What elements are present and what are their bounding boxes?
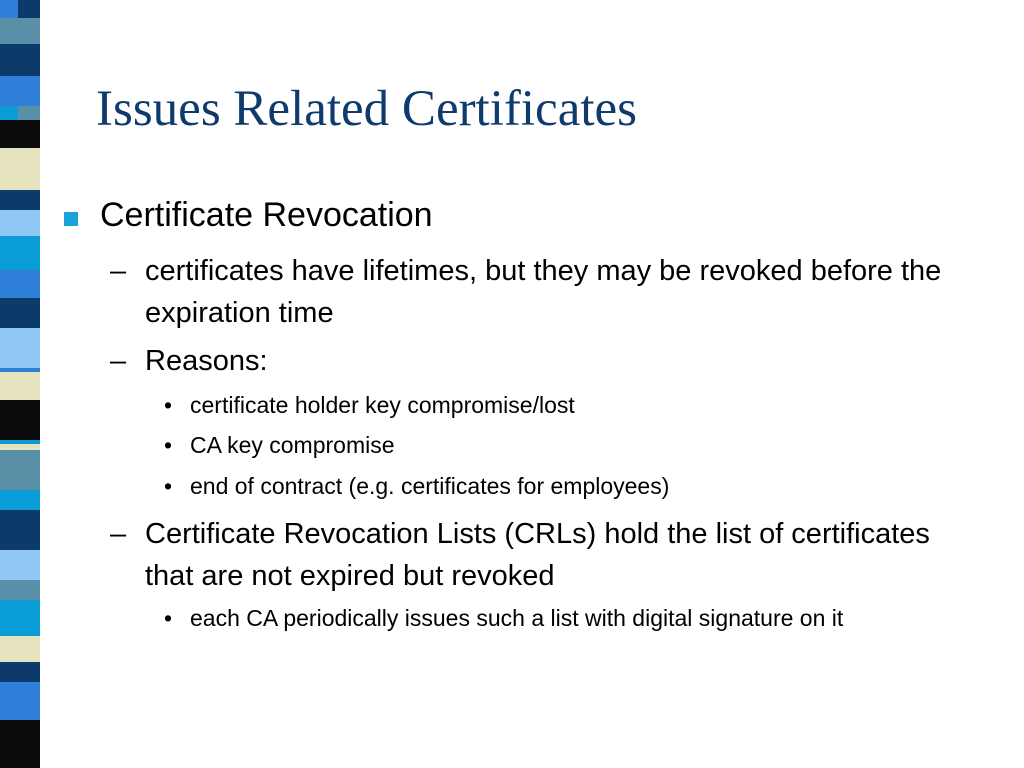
dash-bullet-icon: – bbox=[110, 345, 127, 377]
reason-text: CA key compromise bbox=[190, 432, 395, 458]
sub-bullet-text: certificates have lifetimes, but they may be revoked before the expiration time bbox=[145, 255, 942, 329]
bullet-text: Certificate Revocation bbox=[100, 196, 433, 234]
dot-bullet-icon: • bbox=[164, 473, 173, 499]
dash-bullet-icon: – bbox=[110, 518, 127, 550]
dot-bullet-icon: • bbox=[164, 392, 173, 418]
dot-bullet-icon: • bbox=[164, 432, 173, 458]
dot-bullet-icon: • bbox=[164, 605, 173, 631]
sub-bullet-text: Reasons: bbox=[145, 345, 268, 377]
sub-bullet-text: Certificate Revocation Lists (CRLs) hold the list of certificates that are not expired but revoked bbox=[145, 518, 930, 592]
reason-text: certificate holder key compromise/lost bbox=[190, 392, 575, 418]
reason-text: end of contract (e.g. certificates for employees) bbox=[190, 473, 670, 499]
dash-bullet-icon: – bbox=[110, 255, 127, 287]
square-bullet-icon bbox=[64, 212, 78, 226]
crl-detail-text: each CA periodically issues such a list with digital signature on it bbox=[190, 605, 844, 631]
slide-title: Issues Related Certificates bbox=[96, 81, 637, 137]
